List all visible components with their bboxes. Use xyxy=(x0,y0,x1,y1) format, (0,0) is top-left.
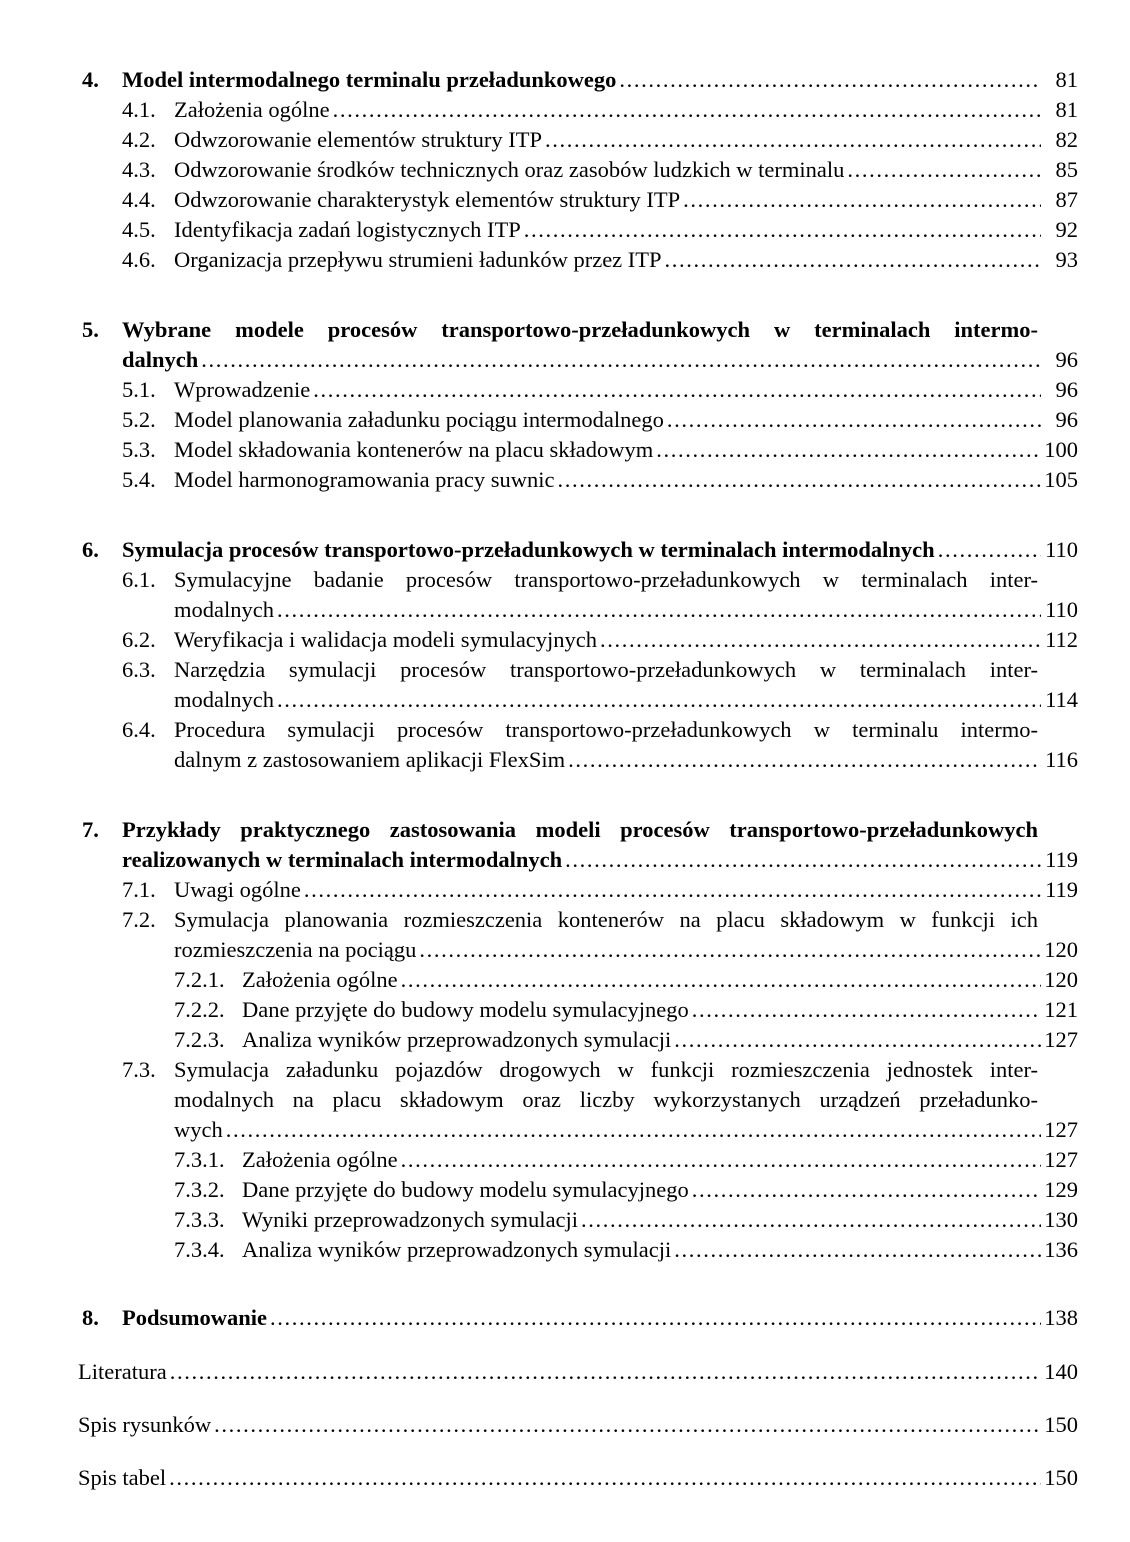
entry-title: wych xyxy=(174,1117,223,1142)
entry-title: Spis rysunków xyxy=(78,1412,212,1437)
page-number: 85 xyxy=(1055,157,1078,182)
section-number: 4.2. xyxy=(122,127,156,152)
entry-title: Uwagi ogólne xyxy=(174,877,301,902)
toc-entry-ch5[interactable] xyxy=(122,346,1078,374)
toc-entry-ch8[interactable] xyxy=(122,1304,1078,1332)
entry-title: Model planowania załadunku pociągu intermodalnego xyxy=(174,407,664,432)
toc-entry-5-3[interactable] xyxy=(174,436,1078,464)
entry-title: Odwzorowanie elementów struktury ITP xyxy=(174,127,543,152)
toc-entry-6-1[interactable] xyxy=(174,596,1078,624)
toc-entry-7-3-2[interactable] xyxy=(242,1176,1078,1204)
page-number: 120 xyxy=(1044,937,1078,962)
entry-title: Dane przyjęte do budowy modelu symulacyjnego xyxy=(242,997,689,1022)
toc-entry-4-5[interactable] xyxy=(174,216,1078,244)
section-number: 7.1. xyxy=(122,877,156,902)
toc-entry-7-2-line1[interactable]: Symulacja planowania rozmieszczenia kontenerów na placu składowym w funkcji ich xyxy=(174,907,1038,932)
page-number: 116 xyxy=(1045,747,1078,772)
section-number: 4.5. xyxy=(122,217,156,242)
toc-entry-ch7-line1[interactable]: Przykłady praktycznego zastosowania modeli procesów transportowo-przeładunkowych xyxy=(122,817,1038,842)
chapter-number: 8. xyxy=(82,1305,99,1330)
subsection-number: 7.3.2. xyxy=(174,1177,225,1202)
entry-title: Spis tabel xyxy=(78,1465,167,1490)
section-number: 7.2. xyxy=(122,907,156,932)
entry-title: Literatura xyxy=(78,1359,167,1384)
section-number: 4.1. xyxy=(122,97,156,122)
toc-entry-5-2[interactable] xyxy=(174,406,1078,434)
toc-entry-6-3[interactable] xyxy=(174,686,1078,714)
page-number: 93 xyxy=(1055,247,1078,272)
page-number: 127 xyxy=(1044,1117,1078,1142)
entry-title: Symulacja procesów transportowo-przeładunkowych w terminalach intermodalnych xyxy=(122,537,935,562)
section-number: 5.2. xyxy=(122,407,156,432)
toc-entry-7-1[interactable] xyxy=(174,876,1078,904)
page-number: 138 xyxy=(1044,1305,1078,1330)
page-number: 150 xyxy=(1044,1465,1078,1490)
toc-entry-4-6[interactable] xyxy=(174,246,1078,274)
entry-title: modalnych xyxy=(174,687,274,712)
page-number: 127 xyxy=(1044,1147,1078,1172)
page-number: 100 xyxy=(1044,437,1078,462)
page-number: 119 xyxy=(1045,877,1078,902)
section-number: 5.3. xyxy=(122,437,156,462)
page-number: 110 xyxy=(1045,537,1078,562)
entry-title: rozmieszczenia na pociągu xyxy=(174,937,417,962)
toc-entry-6-1-line1[interactable]: Symulacyjne badanie procesów transportowo-przeładunkowych w terminalach inter- xyxy=(174,567,1038,592)
page-number: 96 xyxy=(1055,407,1078,432)
page-number: 110 xyxy=(1045,597,1078,622)
page-number: 81 xyxy=(1055,97,1078,122)
page-number: 121 xyxy=(1044,997,1078,1022)
toc-entry-7-2[interactable] xyxy=(174,936,1078,964)
page-number: 119 xyxy=(1045,847,1078,872)
chapter-number: 7. xyxy=(82,817,99,842)
entry-title: dalnym z zastosowaniem aplikacji FlexSim xyxy=(174,747,566,772)
page-number: 150 xyxy=(1044,1412,1078,1437)
section-number: 7.3. xyxy=(122,1057,156,1082)
page-number: 130 xyxy=(1044,1207,1078,1232)
subsection-number: 7.3.4. xyxy=(174,1237,225,1262)
page-number: 92 xyxy=(1055,217,1078,242)
toc-entry-7-3-3[interactable] xyxy=(242,1206,1078,1234)
subsection-number: 7.2.2. xyxy=(174,997,225,1022)
entry-title: Założenia ogólne xyxy=(242,967,398,992)
subsection-number: 7.3.1. xyxy=(174,1147,225,1172)
toc-entry-7-3-1[interactable] xyxy=(242,1146,1078,1174)
toc-entry-7-3-4[interactable] xyxy=(242,1236,1078,1264)
toc-entry-spis-tabel[interactable] xyxy=(78,1464,1078,1492)
page-number: 105 xyxy=(1044,467,1078,492)
section-number: 6.2. xyxy=(122,627,156,652)
toc-entry-7-2-2[interactable] xyxy=(242,996,1078,1024)
toc-entry-5-1[interactable] xyxy=(174,376,1078,404)
chapter-number: 5. xyxy=(82,317,99,342)
entry-title: Wyniki przeprowadzonych symulacji xyxy=(242,1207,579,1232)
entry-title: Dane przyjęte do budowy modelu symulacyjnego xyxy=(242,1177,689,1202)
page-number: 96 xyxy=(1055,377,1078,402)
entry-title: Weryfikacja i walidacja modeli symulacyjnych xyxy=(174,627,598,652)
toc-entry-6-3-line1[interactable]: Narzędzia symulacji procesów transportowo-przeładunkowych w terminalach inter- xyxy=(174,657,1038,682)
toc-entry-7-3-line2[interactable]: modalnych na placu składowym oraz liczby wykorzystanych urządzeń przeładunko- xyxy=(174,1087,1038,1112)
page-number: 87 xyxy=(1055,187,1078,212)
section-number: 4.6. xyxy=(122,247,156,272)
toc-entry-5-4[interactable] xyxy=(174,466,1078,494)
toc-entry-6-4[interactable] xyxy=(174,746,1078,774)
page-number: 81 xyxy=(1055,67,1078,92)
section-number: 6.1. xyxy=(122,567,156,592)
entry-title: dalnych xyxy=(122,347,199,372)
page-number: 129 xyxy=(1044,1177,1078,1202)
toc-entry-4-1[interactable] xyxy=(174,96,1078,124)
toc-entry-ch7[interactable] xyxy=(122,846,1078,874)
toc-entry-literatura[interactable] xyxy=(78,1358,1078,1386)
page-number: 114 xyxy=(1045,687,1078,712)
page-number: 120 xyxy=(1044,967,1078,992)
entry-title: Analiza wyników przeprowadzonych symulacji xyxy=(242,1237,672,1262)
entry-title: Wprowadzenie xyxy=(174,377,311,402)
toc-entry-6-2[interactable] xyxy=(174,626,1078,654)
page-number: 127 xyxy=(1044,1027,1078,1052)
section-number: 6.3. xyxy=(122,657,156,682)
toc-entry-4-4[interactable] xyxy=(174,186,1078,214)
entry-title: Model intermodalnego terminalu przeładunkowego xyxy=(122,67,617,92)
toc-entry-ch4[interactable] xyxy=(122,66,1078,94)
entry-title: realizowanych w terminalach intermodalnych xyxy=(122,847,563,872)
chapter-number: 4. xyxy=(82,67,99,92)
page-number: 112 xyxy=(1045,627,1078,652)
entry-title: Analiza wyników przeprowadzonych symulacji xyxy=(242,1027,672,1052)
toc-entry-7-2-1[interactable] xyxy=(242,966,1078,994)
entry-title: Identyfikacja zadań logistycznych ITP xyxy=(174,217,521,242)
entry-title: Odwzorowanie charakterystyk elementów struktury ITP xyxy=(174,187,681,212)
toc-entry-7-3-line1[interactable]: Symulacja załadunku pojazdów drogowych w funkcji rozmieszczenia jednostek inter- xyxy=(174,1057,1038,1082)
page-number: 82 xyxy=(1055,127,1078,152)
entry-title: Podsumowanie xyxy=(122,1305,268,1330)
toc-entry-ch5-line1[interactable]: Wybrane modele procesów transportowo-przeładunkowych w terminalach intermo- xyxy=(122,317,1038,342)
toc-entry-7-2-3[interactable] xyxy=(242,1026,1078,1054)
chapter-number: 6. xyxy=(82,537,99,562)
page-number: 136 xyxy=(1044,1237,1078,1262)
entry-title: Odwzorowanie środków technicznych oraz zasobów ludzkich w terminalu xyxy=(174,157,845,182)
toc-entry-spis-rysunkow[interactable] xyxy=(78,1411,1078,1439)
subsection-number: 7.3.3. xyxy=(174,1207,225,1232)
entry-title: Założenia ogólne xyxy=(174,97,330,122)
toc-entry-ch6[interactable] xyxy=(122,536,1078,564)
page-number: 96 xyxy=(1055,347,1078,372)
entry-title: Model składowania kontenerów na placu składowym xyxy=(174,437,654,462)
section-number: 4.4. xyxy=(122,187,156,212)
entry-title: modalnych xyxy=(174,597,274,622)
section-number: 5.1. xyxy=(122,377,156,402)
page-number: 140 xyxy=(1044,1359,1078,1384)
toc-entry-4-2[interactable] xyxy=(174,126,1078,154)
section-number: 5.4. xyxy=(122,467,156,492)
entry-title: Organizacja przepływu strumieni ładunków przez ITP xyxy=(174,247,662,272)
section-number: 4.3. xyxy=(122,157,156,182)
toc-entry-6-4-line1[interactable]: Procedura symulacji procesów transportowo-przeładunkowych w terminalu intermo- xyxy=(174,717,1038,742)
subsection-number: 7.2.1. xyxy=(174,967,225,992)
section-number: 6.4. xyxy=(122,717,156,742)
subsection-number: 7.2.3. xyxy=(174,1027,225,1052)
entry-title: Założenia ogólne xyxy=(242,1147,398,1172)
toc-entry-7-3[interactable] xyxy=(174,1116,1078,1144)
entry-title: Model harmonogramowania pracy suwnic xyxy=(174,467,555,492)
toc-entry-4-3[interactable] xyxy=(174,156,1078,184)
